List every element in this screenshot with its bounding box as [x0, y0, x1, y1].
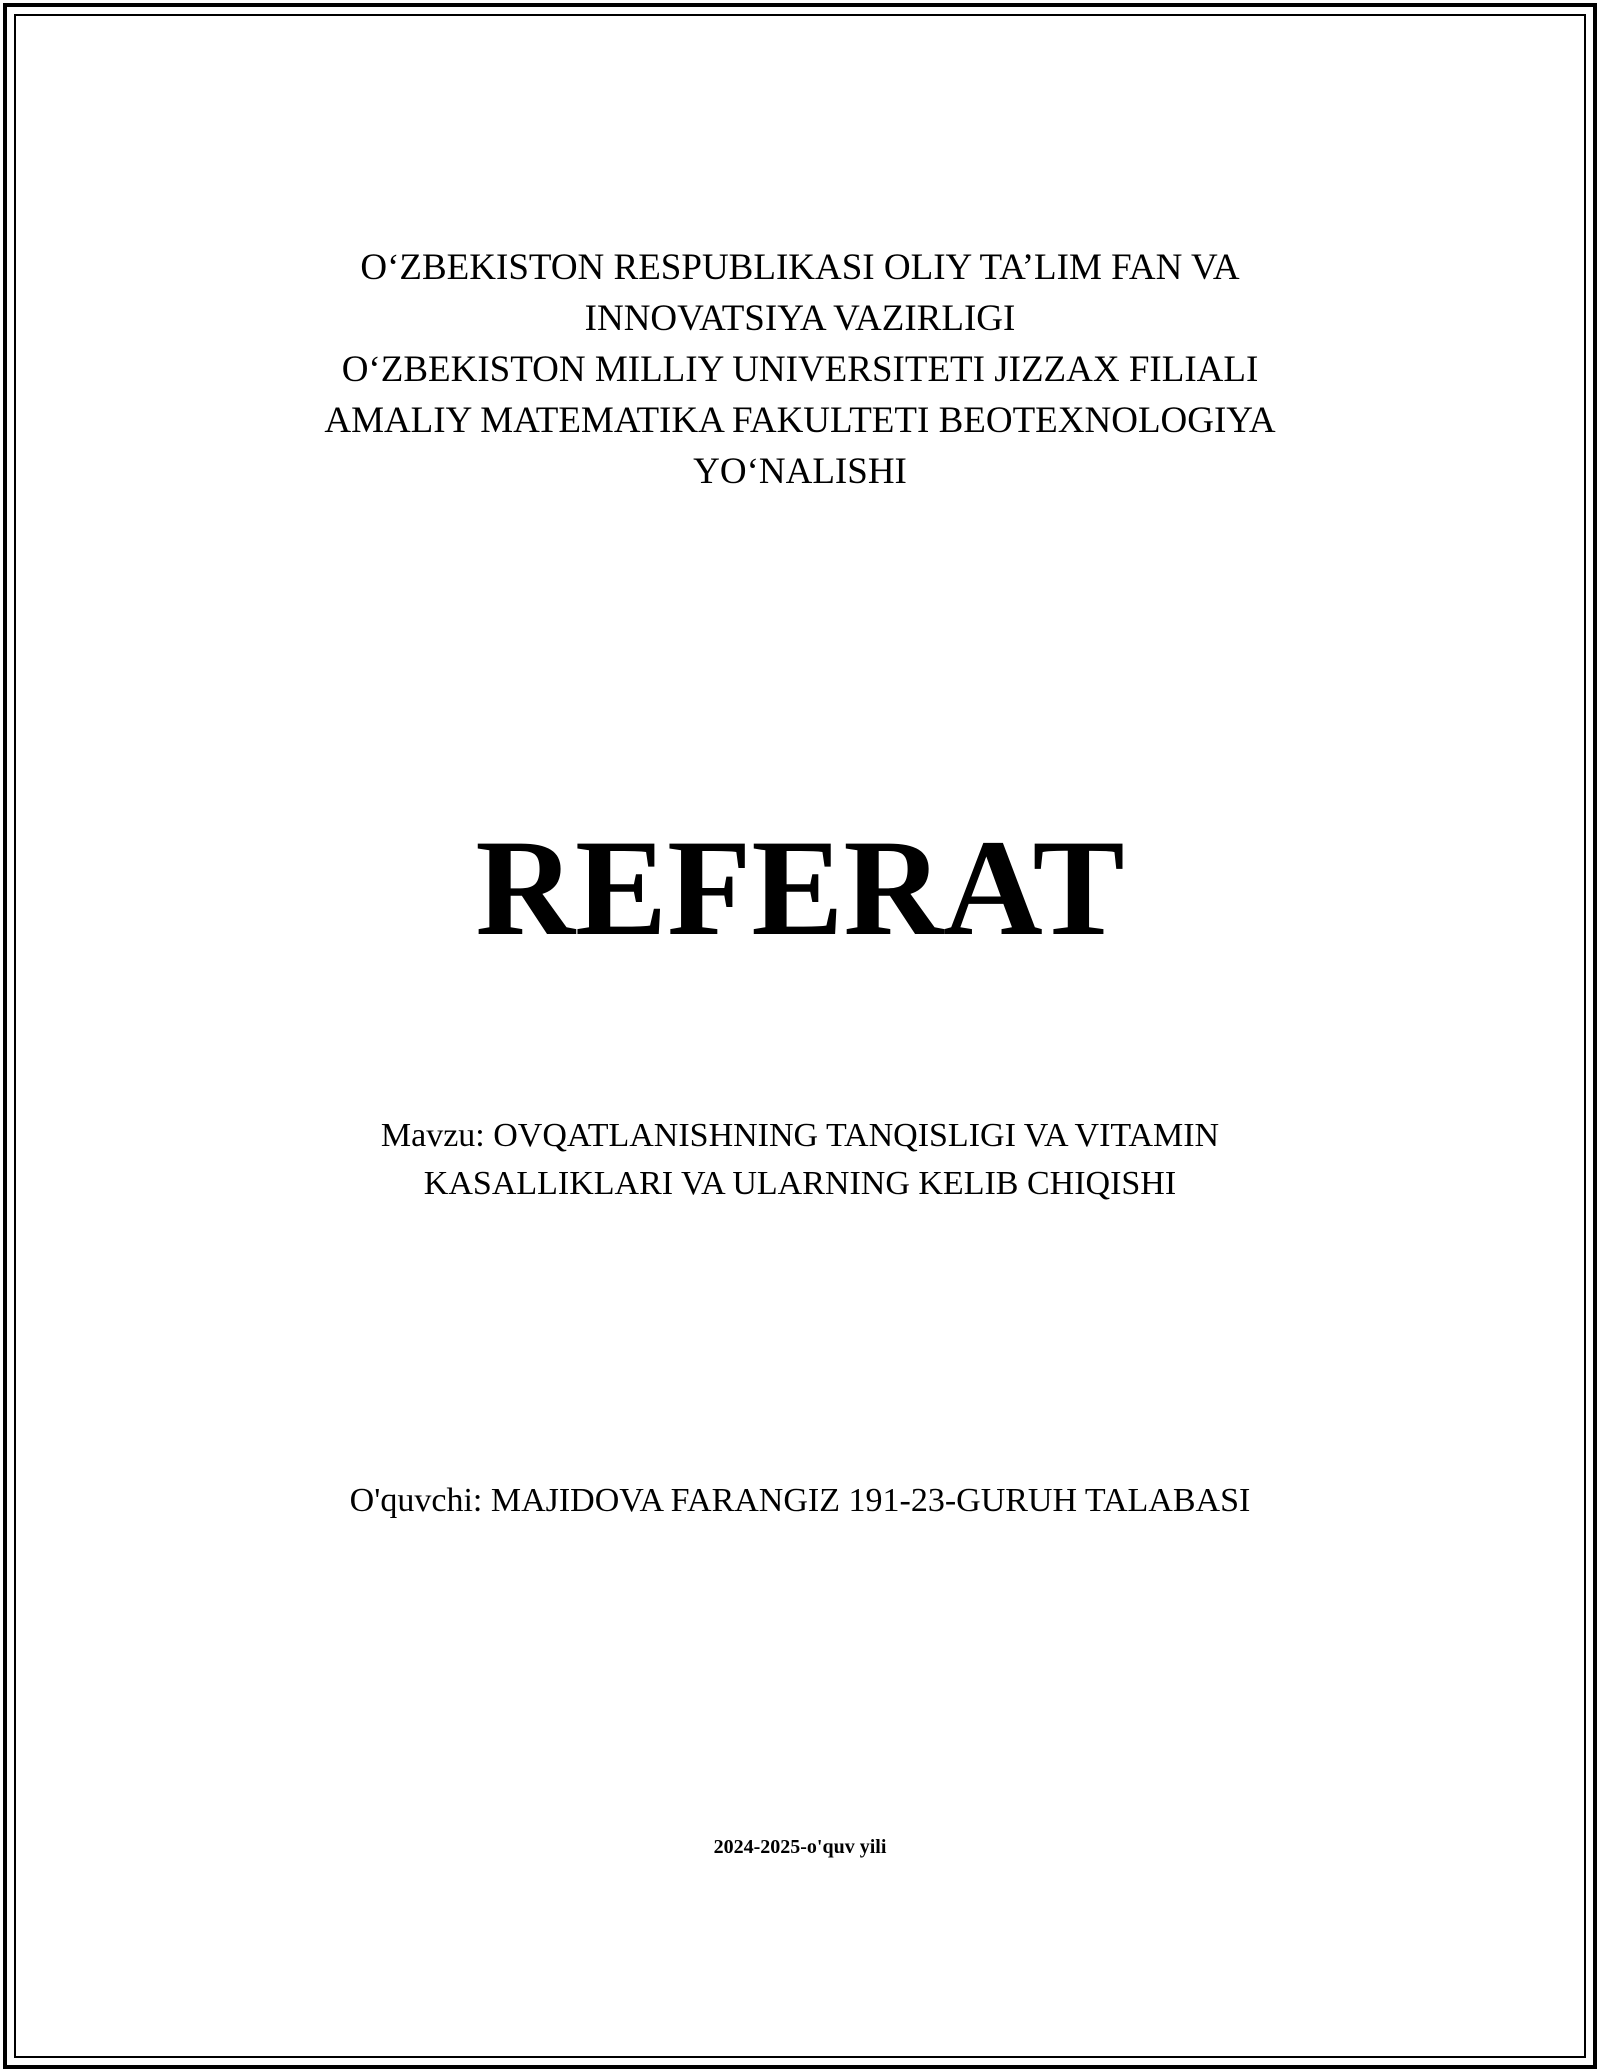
topic-line: KASALLIKLARI VA ULARNING KELIB CHIQISHI [423, 1165, 1177, 1202]
topic-block [0, 1112, 1600, 1208]
header-line: O‘ZBEKISTON MILLIY UNIVERSITETI JIZZAX FILIALI [341, 349, 1259, 390]
header-line: YO‘NALISHI [693, 451, 907, 492]
student-info: O'quvchi: MAJIDOVA FARANGIZ 191-23-GURUH TALABASI [349, 1482, 1251, 1519]
header-line: INNOVATSIYA VAZIRLIGI [584, 298, 1016, 339]
header-line: AMALIY MATEMATIKA FAKULTETI BEOTEXNOLOGIYA [324, 400, 1276, 441]
header-line: O‘ZBEKISTON RESPUBLIKASI OLIY TA’LIM FAN VA [360, 247, 1240, 288]
topic-line: Mavzu: OVQATLANISHNING TANQISLIGI VA VITAMIN [380, 1117, 1220, 1154]
institution-header [0, 242, 1600, 497]
academic-year: 2024-2025-o'quv yili [713, 1836, 887, 1858]
document-title: REFERAT [475, 811, 1125, 964]
